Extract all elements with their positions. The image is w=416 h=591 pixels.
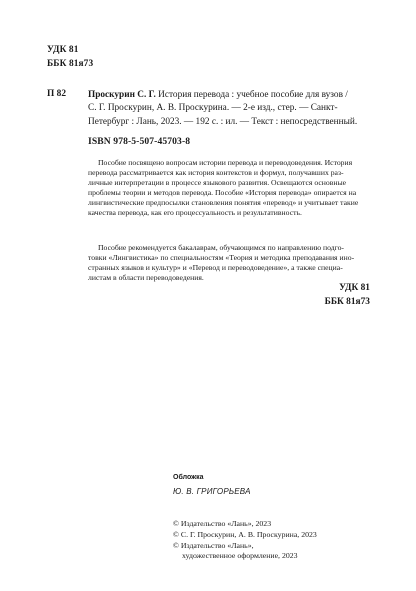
biblio-line-2: С. Г. Проскурин, А. В. Проскурина. — 2-е изд., стер. — Санкт- [88, 103, 338, 114]
copyright-line: © С. Г. Проскурин, А. В. Проскурина, 2023 [173, 530, 317, 539]
annotation-line: листам в области переводоведения. [88, 273, 204, 282]
annotation-line: проблемы теории и методов перевода. Пособие «История перевода» опирается на [88, 188, 357, 197]
annotation-line: лингвистические предпосылки становления понятия «перевод» и учитывает такие [88, 198, 359, 207]
copyright-line: © Издательство «Лань», [173, 541, 254, 550]
bibliographic-description [88, 89, 388, 129]
udk-code-top: УДК 81 [47, 45, 79, 55]
copyright-line: художественное оформление, 2023 [182, 551, 298, 560]
biblio-line-1 [88, 89, 388, 102]
copyright-line: © Издательство «Лань», 2023 [173, 519, 272, 528]
annotation-line: качества перевода, как его процессуальность и результативность. [88, 208, 302, 217]
cover-label: Обложка [173, 474, 204, 481]
annotation-paragraph-1 [88, 158, 372, 218]
bbk-code-mid: ББК 81я73 [324, 297, 370, 307]
biblio-line-3: Петербург : Лань, 2023. — 192 с. : ил. — Текст : непосредственный. [88, 116, 358, 127]
biblio-title: История перевода : учебное пособие для вузов / [155, 90, 348, 100]
author-mark: П 82 [47, 89, 67, 99]
annotation-line: перевода рассматривается как история контекстов и формул, получавших раз- [88, 168, 344, 177]
cover-artist: Ю. В. ГРИГОРЬЕВА [173, 487, 251, 496]
bbk-code-top: ББК 81я73 [47, 59, 94, 69]
annotation-line: личные интерпретации в процессе языкового развития. Освещаются основные [88, 178, 347, 187]
biblio-author: Проскурин С. Г. [88, 90, 156, 100]
udk-code-mid: УДК 81 [339, 283, 370, 293]
annotation-line: странных языков и культур» и «Перевод и переводоведение», а также специа- [88, 263, 343, 272]
annotation-paragraph-2 [88, 243, 372, 283]
annotation-line: Пособие посвящено вопросам истории перевода и переводоведения. История [98, 158, 353, 167]
isbn: ISBN 978-5-507-45703-8 [88, 136, 191, 147]
annotation-line: Пособие рекомендуется бакалаврам, обучающимся по направлению подго- [98, 243, 344, 252]
annotation-line: товки «Лингвистика» по специальностям «Теория и методика преподавания ино- [88, 253, 355, 262]
